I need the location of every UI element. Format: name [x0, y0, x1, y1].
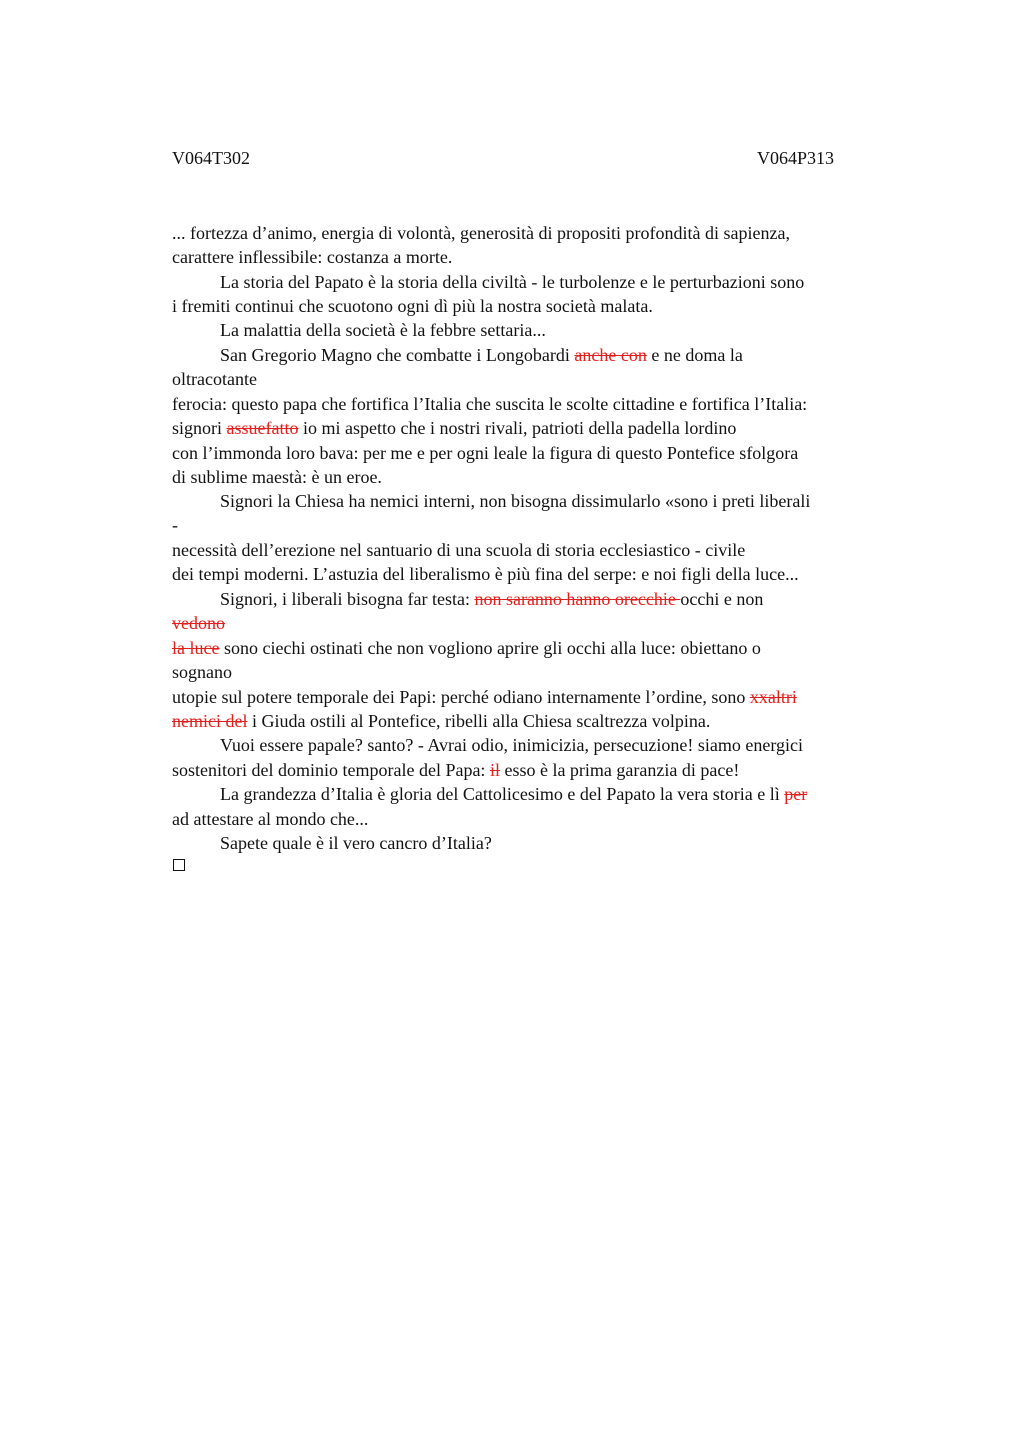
- text-line: [220, 489, 810, 513]
- text-line: [172, 538, 745, 562]
- text-segment: San Gregorio Magno che combatte i Longobardi: [220, 345, 575, 365]
- text-line: [172, 367, 257, 391]
- text-segment: -: [172, 515, 178, 535]
- text-segment: oltracotante: [172, 369, 257, 389]
- text-line: [172, 392, 807, 416]
- deleted-text: xxaltri: [749, 687, 797, 707]
- text-line: [172, 245, 452, 269]
- text-segment: di sublime maestà: è un eroe.: [172, 467, 382, 487]
- text-segment: signori: [172, 418, 227, 438]
- deleted-text: anche con: [574, 345, 647, 365]
- text-line: [220, 782, 807, 806]
- text-segment: La storia del Papato è la storia della civiltà - le turbolenze e le perturbazioni sono: [220, 272, 805, 292]
- deleted-text: non saranno hanno orecchie: [474, 589, 681, 609]
- text-segment: ferocia: questo papa che fortifica l’Italia che suscita le scolte cittadine e fortifica l’Italia:: [172, 394, 808, 414]
- header-left-code: V064T302: [172, 148, 250, 168]
- text-segment: i fremiti continui che scuotono ogni dì più la nostra società malata.: [172, 296, 653, 316]
- text-line: [172, 562, 799, 586]
- text-line: [172, 465, 382, 489]
- text-line: [220, 831, 492, 855]
- text-segment: Vuoi essere papale? santo? - Avrai odio, inimicizia, persecuzione! siamo energici: [220, 735, 804, 755]
- text-line: [172, 441, 798, 465]
- text-line: [172, 513, 178, 537]
- text-segment: Sapete quale è il vero cancro d’Italia?: [220, 833, 492, 853]
- text-line: [220, 270, 804, 294]
- deleted-text: per: [784, 784, 808, 804]
- text-line: [172, 221, 790, 245]
- text-segment: utopie sul potere temporale dei Papi: perché odiano internamente l’ordine, sono: [172, 687, 750, 707]
- text-segment: Signori, i liberali bisogna far testa:: [220, 589, 475, 609]
- text-segment: Signori la Chiesa ha nemici interni, non bisogna dissimularlo «sono i preti liberali: [220, 491, 811, 511]
- text-line: [172, 636, 761, 660]
- text-segment: La malattia della società è la febbre settaria...: [220, 320, 546, 340]
- text-line: [172, 660, 232, 684]
- text-segment: con l’immonda loro bava: per me e per ogni leale la figura di questo Pontefice sfolgora: [172, 443, 799, 463]
- text-line: [220, 733, 803, 757]
- text-segment: e ne doma la: [646, 345, 743, 365]
- text-line: [172, 807, 368, 831]
- text-line: [172, 758, 739, 782]
- deleted-text: vedono: [172, 613, 225, 633]
- text-line: [220, 343, 743, 367]
- deleted-text: assuefatto: [226, 418, 299, 438]
- text-segment: ad attestare al mondo che...: [172, 809, 369, 829]
- text-line: [220, 318, 546, 342]
- text-line: [172, 709, 710, 733]
- header-right-code: V064P313: [757, 148, 835, 168]
- text-segment: esso è la prima garanzia di pace!: [499, 760, 740, 780]
- text-segment: La grandezza d’Italia è gloria del Cattolicesimo e del Papato la vera storia e lì: [220, 784, 785, 804]
- text-segment: sostenitori del dominio temporale del Papa:: [172, 760, 490, 780]
- text-segment: carattere inflessibile: costanza a morte.: [172, 247, 453, 267]
- text-line: [220, 587, 763, 611]
- text-segment: ... fortezza d’animo, energia di volontà, generosità di propositi profondità di sapienza,: [172, 223, 790, 243]
- text-line: [172, 294, 653, 318]
- text-segment: dei tempi moderni. L’astuzia del liberalismo è più fina del serpe: e noi figli della luce...: [172, 564, 799, 584]
- text-segment: io mi aspetto che i nostri rivali, patrioti della padella lordino: [298, 418, 737, 438]
- text-segment: i Giuda ostili al Pontefice, ribelli alla Chiesa scaltrezza volpina.: [247, 711, 711, 731]
- text-segment: occhi e non: [680, 589, 764, 609]
- text-segment: necessità dell’erezione nel santuario di una scuola di storia ecclesiastico - civile: [172, 540, 746, 560]
- deleted-text: il: [489, 760, 500, 780]
- text-line: [172, 416, 736, 440]
- deleted-text: nemici del: [172, 711, 248, 731]
- text-segment: sognano: [172, 662, 232, 682]
- text-line: [172, 611, 225, 635]
- checkbox-icon: [173, 859, 185, 871]
- deleted-text: la luce: [172, 638, 220, 658]
- text-segment: sono ciechi ostinati che non vogliono aprire gli occhi alla luce: obiettano o: [219, 638, 761, 658]
- text-line: [172, 685, 797, 709]
